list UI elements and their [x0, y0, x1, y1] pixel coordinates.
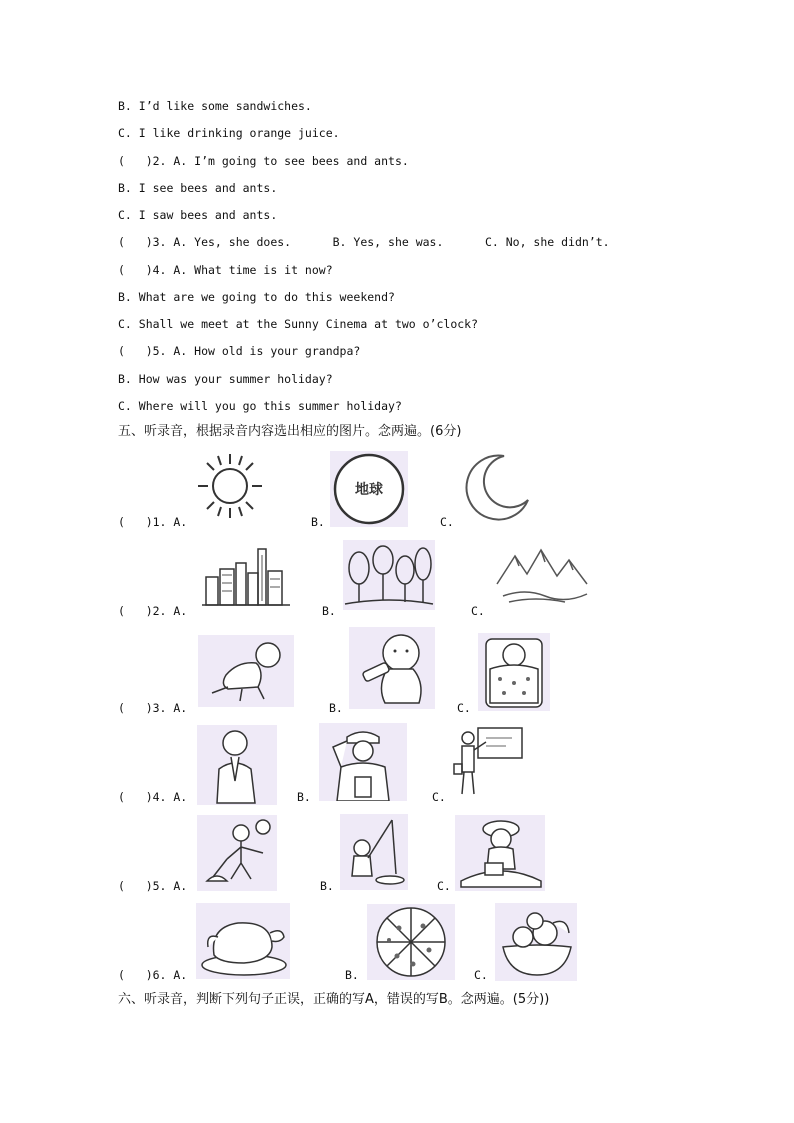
roast-chicken-picture: [196, 903, 290, 979]
question-number: ( )5. A.: [118, 879, 188, 893]
fruit-bowl-picture: [495, 903, 577, 981]
section-heading: 六、听录音，判断下列句子正误，正确的写A，错误的写B。念两遍。(5分)): [118, 992, 550, 1007]
forest-picture: [343, 540, 435, 610]
sun-picture: [190, 450, 270, 522]
option-b-label: B.: [297, 790, 311, 804]
option-line: C. Where will you go this summer holiday?: [118, 399, 402, 413]
question-number: ( )3. A.: [118, 701, 188, 715]
earth-label: 地球: [355, 482, 383, 498]
option-b-label: B.: [345, 968, 359, 982]
teacher-picture: [452, 724, 524, 796]
option-b-label: B.: [329, 701, 343, 715]
option-c-label: C.: [437, 879, 451, 893]
planting-tree-picture: [197, 815, 277, 891]
option-line: C. I like drinking orange juice.: [118, 126, 340, 140]
sleeping-child-picture: [478, 633, 550, 711]
question-line: ( )2. A. I’m going to see bees and ants.: [118, 154, 409, 168]
option-line: B. I see bees and ants.: [118, 181, 278, 195]
option-c-label: C.: [440, 515, 454, 529]
option-c-label: C.: [457, 701, 471, 715]
option-line: C. I saw bees and ants.: [118, 208, 278, 222]
question-number: ( )4. A.: [118, 790, 188, 804]
question-number: ( )2. A.: [118, 604, 188, 618]
option-line: B. How was your summer holiday?: [118, 372, 333, 386]
question-number: ( )1. A.: [118, 515, 188, 529]
option-b-label: B.: [322, 604, 336, 618]
option-c-label: C.: [474, 968, 488, 982]
option-line: C. Shall we meet at the Sunny Cinema at two o’clock?: [118, 317, 479, 331]
question-line: ( )5. A. How old is your grandpa?: [118, 344, 361, 358]
moon-picture: [460, 450, 532, 522]
option-b-label: B.: [311, 515, 325, 529]
option-line: B. I’d like some sandwiches.: [118, 99, 312, 113]
businessman-picture: [197, 725, 277, 805]
soldier-picture: [319, 723, 407, 801]
earth-picture: [330, 451, 408, 527]
city-picture: [200, 543, 292, 609]
question-number: ( )6. A.: [118, 968, 188, 982]
option-b-label: B.: [320, 879, 334, 893]
option-line: B. What are we going to do this weekend?: [118, 290, 395, 304]
option-c-label: C.: [432, 790, 446, 804]
crawling-baby-picture: [198, 635, 294, 707]
pizza-picture: [367, 904, 455, 980]
baby-bottle-picture: [349, 627, 435, 709]
option-c-label: C.: [471, 604, 485, 618]
section-heading: 五、听录音，根据录音内容选出相应的图片。念两遍。(6分): [118, 424, 462, 439]
beach-girl-picture: [455, 815, 545, 891]
fishing-picture: [340, 814, 408, 890]
question-line: ( )3. A. Yes, she does. B. Yes, she was. C. No, she didn’t.: [118, 235, 610, 249]
question-line: ( )4. A. What time is it now?: [118, 263, 333, 277]
mountains-picture: [495, 540, 590, 608]
